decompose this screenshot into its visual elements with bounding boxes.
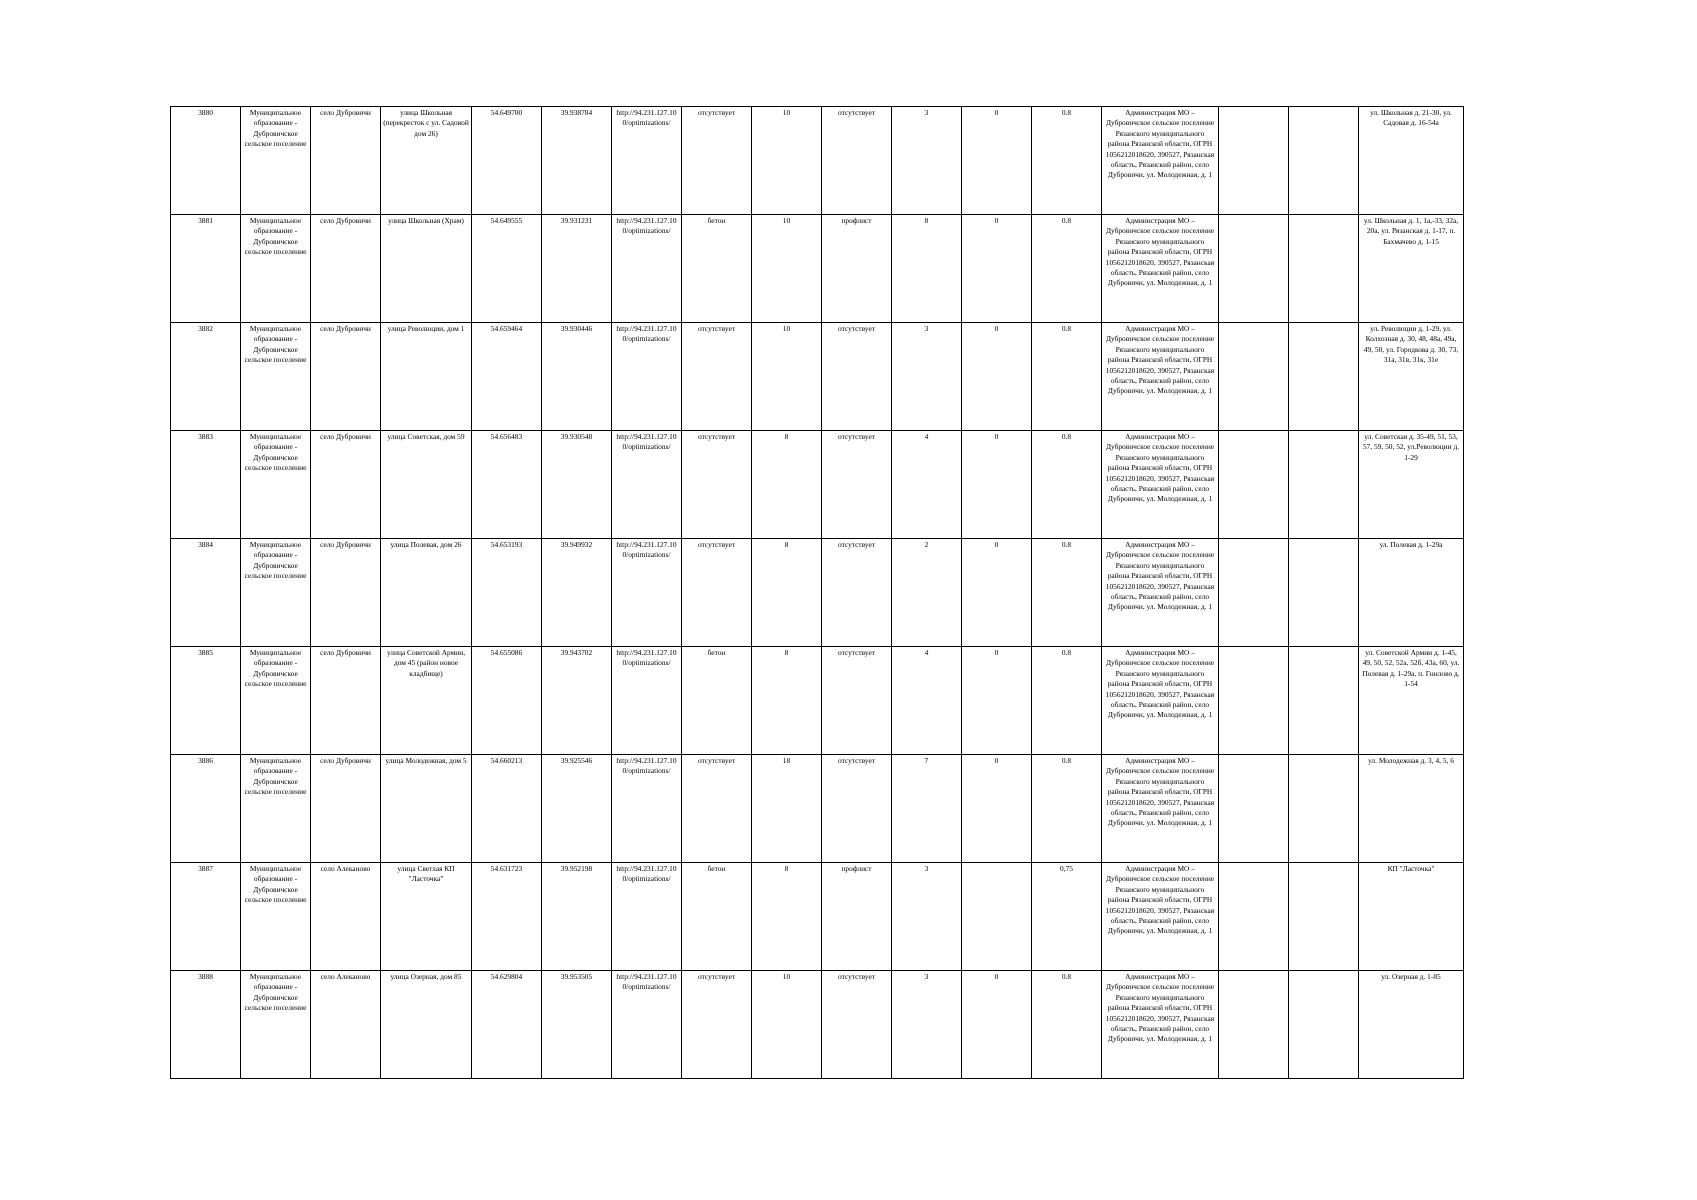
cell-link: http://94.231.127.10 0/optimizations/ (612, 647, 682, 755)
cell-settlement: село Алеканово (311, 971, 381, 1079)
cell-planned (962, 863, 1032, 971)
cell-number: 3885 (171, 647, 241, 755)
cell-municipality: Муниципальное образование - Дубровичское сельское поселение (241, 215, 311, 323)
cell-link: http://94.231.127.10 0/optimizations/ (612, 431, 682, 539)
cell-number: 3886 (171, 755, 241, 863)
cell-surface: отсутствует (682, 539, 752, 647)
cell-owner: Администрация МО – Дубровичское сельское поселение Рязанского муниципального района Рязанской области, ОГРН 1056212018620, 390527, Рязанская область, Рязанский район, село Дубровичи, ул. Молодежная, д. 1 (1102, 431, 1219, 539)
cell-address: улица Революции, дом 1 (381, 323, 472, 431)
cell-extra-2 (1289, 323, 1359, 431)
cell-extra-2 (1289, 107, 1359, 215)
table-row (171, 215, 1464, 323)
cell-link: http://94.231.127.10 0/optimizations/ (612, 323, 682, 431)
cell-surface: бетон (682, 215, 752, 323)
cell-volume: 0.8 (1032, 431, 1102, 539)
cell-planned: 0 (962, 971, 1032, 1079)
cell-area: 8 (752, 863, 822, 971)
cell-extra-2 (1289, 755, 1359, 863)
cell-address: улица Полевая, дом 26 (381, 539, 472, 647)
cell-extra-1 (1219, 971, 1289, 1079)
cell-containers: 7 (892, 755, 962, 863)
cell-address: улица Советская, дом 59 (381, 431, 472, 539)
cell-volume: 0.8 (1032, 323, 1102, 431)
cell-address: улица Школьная (перекресток с ул. Садовой дом 26) (381, 107, 472, 215)
cell-latitude: 54.649555 (472, 215, 542, 323)
cell-sources: ул. Полевая д. 1-29а (1359, 539, 1464, 647)
cell-municipality: Муниципальное образование - Дубровичское сельское поселение (241, 971, 311, 1079)
cell-longitude: 39.953505 (542, 971, 612, 1079)
cell-area: 10 (752, 323, 822, 431)
cell-owner: Администрация МО – Дубровичское сельское поселение Рязанского муниципального района Рязанской области, ОГРН 1056212018620, 390527, Рязанская область, Рязанский район, село Дубровичи, ул. Молодежная, д. 1 (1102, 755, 1219, 863)
cell-planned: 0 (962, 107, 1032, 215)
cell-settlement: село Дубровичи (311, 323, 381, 431)
cell-surface: бетон (682, 647, 752, 755)
cell-latitude: 54.653193 (472, 539, 542, 647)
cell-owner: Администрация МО – Дубровичское сельское поселение Рязанского муниципального района Рязанской области, ОГРН 1056212018620, 390527, Рязанская область, Рязанский район, село Дубровичи, ул. Молодежная, д. 1 (1102, 215, 1219, 323)
cell-number: 3881 (171, 215, 241, 323)
cell-owner: Администрация МО – Дубровичское сельское поселение Рязанского муниципального района Рязанской области, ОГРН 1056212018620, 390527, Рязанская область, Рязанский район, село Дубровичи, ул. Молодежная, д. 1 (1102, 107, 1219, 215)
cell-latitude: 54.649700 (472, 107, 542, 215)
cell-fence: отсутствует (822, 539, 892, 647)
cell-longitude: 39.938784 (542, 107, 612, 215)
table-row (171, 107, 1464, 215)
cell-longitude: 39.943702 (542, 647, 612, 755)
cell-surface: отсутствует (682, 323, 752, 431)
cell-owner: Администрация МО – Дубровичское сельское поселение Рязанского муниципального района Рязанской области, ОГРН 1056212018620, 390527, Рязанская область, Рязанский район, село Дубровичи, ул. Молодежная, д. 1 (1102, 863, 1219, 971)
cell-extra-1 (1219, 863, 1289, 971)
cell-containers: 3 (892, 323, 962, 431)
table-row (171, 431, 1464, 539)
cell-volume: 0.8 (1032, 107, 1102, 215)
cell-link: http://94.231.127.10 0/optimizations/ (612, 215, 682, 323)
cell-extra-2 (1289, 863, 1359, 971)
cell-extra-2 (1289, 431, 1359, 539)
cell-containers: 4 (892, 431, 962, 539)
cell-settlement: село Дубровичи (311, 539, 381, 647)
cell-area: 10 (752, 971, 822, 1079)
cell-number: 3884 (171, 539, 241, 647)
cell-owner: Администрация МО – Дубровичское сельское поселение Рязанского муниципального района Рязанской области, ОГРН 1056212018620, 390527, Рязанская область, Рязанский район, село Дубровичи, ул. Молодежная, д. 1 (1102, 539, 1219, 647)
cell-area: 10 (752, 107, 822, 215)
cell-extra-1 (1219, 107, 1289, 215)
cell-longitude: 39.930548 (542, 431, 612, 539)
cell-number: 3882 (171, 323, 241, 431)
table-row (171, 863, 1464, 971)
cell-volume: 0.8 (1032, 539, 1102, 647)
cell-link: http://94.231.127.10 0/optimizations/ (612, 755, 682, 863)
table-row (171, 647, 1464, 755)
cell-longitude: 39.925546 (542, 755, 612, 863)
cell-owner: Администрация МО – Дубровичское сельское поселение Рязанского муниципального района Рязанской области, ОГРН 1056212018620, 390527, Рязанская область, Рязанский район, село Дубровичи, ул. Молодежная, д. 1 (1102, 647, 1219, 755)
cell-municipality: Муниципальное образование - Дубровичское сельское поселение (241, 539, 311, 647)
cell-area: 8 (752, 647, 822, 755)
cell-planned: 0 (962, 539, 1032, 647)
cell-volume: 0.8 (1032, 971, 1102, 1079)
cell-planned: 0 (962, 215, 1032, 323)
cell-number: 3887 (171, 863, 241, 971)
cell-latitude: 54.629804 (472, 971, 542, 1079)
cell-latitude: 54.655086 (472, 647, 542, 755)
cell-containers: 8 (892, 215, 962, 323)
cell-link: http://94.231.127.10 0/optimizations/ (612, 863, 682, 971)
cell-surface: отсутствует (682, 755, 752, 863)
cell-number: 3880 (171, 107, 241, 215)
cell-latitude: 54.656483 (472, 431, 542, 539)
cell-address: улица Озерная, дом 85 (381, 971, 472, 1079)
cell-extra-1 (1219, 755, 1289, 863)
cell-extra-1 (1219, 215, 1289, 323)
cell-containers: 2 (892, 539, 962, 647)
table-body (171, 107, 1464, 1079)
cell-containers: 4 (892, 647, 962, 755)
cell-address: улица Светлая КП "Ласточка" (381, 863, 472, 971)
cell-surface: отсутствует (682, 431, 752, 539)
cell-planned: 0 (962, 647, 1032, 755)
document-page (170, 106, 1460, 1079)
cell-settlement: село Дубровичи (311, 755, 381, 863)
cell-latitude: 54.659464 (472, 323, 542, 431)
cell-address: улица Советской Армии, дом 45 (район новое кладбище) (381, 647, 472, 755)
cell-surface: отсутствует (682, 107, 752, 215)
cell-number: 3888 (171, 971, 241, 1079)
cell-number: 3883 (171, 431, 241, 539)
cell-municipality: Муниципальное образование - Дубровичское сельское поселение (241, 647, 311, 755)
waste-site-registry-table (170, 106, 1464, 1079)
cell-longitude: 39.931231 (542, 215, 612, 323)
cell-link: http://94.231.127.10 0/optimizations/ (612, 107, 682, 215)
cell-sources: ул. Советской Армии д. 1-45, 49, 50, 52, 52а, 52б, 43а, 60, ул. Полевая д. 1-29а, п. Гнилово д. 1-54 (1359, 647, 1464, 755)
cell-municipality: Муниципальное образование - Дубровичское сельское поселение (241, 107, 311, 215)
cell-longitude: 39.949932 (542, 539, 612, 647)
table-row (171, 323, 1464, 431)
cell-latitude: 54.660213 (472, 755, 542, 863)
cell-settlement: село Дубровичи (311, 431, 381, 539)
cell-settlement: село Дубровичи (311, 647, 381, 755)
cell-volume: 0.8 (1032, 755, 1102, 863)
cell-containers: 3 (892, 863, 962, 971)
cell-planned: 0 (962, 755, 1032, 863)
cell-municipality: Муниципальное образование - Дубровичское сельское поселение (241, 755, 311, 863)
cell-volume: 0.8 (1032, 647, 1102, 755)
cell-municipality: Муниципальное образование - Дубровичское сельское поселение (241, 863, 311, 971)
cell-fence: отсутствует (822, 647, 892, 755)
cell-sources: КП "Ласточка" (1359, 863, 1464, 971)
cell-surface: отсутствует (682, 971, 752, 1079)
cell-extra-1 (1219, 323, 1289, 431)
cell-extra-1 (1219, 647, 1289, 755)
cell-area: 10 (752, 215, 822, 323)
cell-area: 8 (752, 539, 822, 647)
cell-municipality: Муниципальное образование - Дубровичское сельское поселение (241, 431, 311, 539)
cell-address: улица Молодежная, дом 5 (381, 755, 472, 863)
table-row (171, 755, 1464, 863)
cell-municipality: Муниципальное образование - Дубровичское сельское поселение (241, 323, 311, 431)
cell-area: 18 (752, 755, 822, 863)
cell-extra-1 (1219, 431, 1289, 539)
cell-volume: 0.8 (1032, 215, 1102, 323)
cell-fence: отсутствует (822, 755, 892, 863)
table-row (171, 539, 1464, 647)
cell-sources: ул. Революции д. 1-29, ул. Колхозная д. 30, 48, 48а, 49а, 49, 50, ул. Городкова д. 30, 73, 31а, 31в, 31к, 31е (1359, 323, 1464, 431)
cell-sources: ул. Озерная д. 1-85 (1359, 971, 1464, 1079)
cell-fence: профлист (822, 863, 892, 971)
cell-fence: профлист (822, 215, 892, 323)
cell-owner: Администрация МО – Дубровичское сельское поселение Рязанского муниципального района Рязанской области, ОГРН 1056212018620, 390527, Рязанская область, Рязанский район, село Дубровичи, ул. Молодежная, д. 1 (1102, 971, 1219, 1079)
cell-extra-1 (1219, 539, 1289, 647)
cell-fence: отсутствует (822, 107, 892, 215)
cell-link: http://94.231.127.10 0/optimizations/ (612, 971, 682, 1079)
cell-containers: 3 (892, 971, 962, 1079)
cell-containers: 3 (892, 107, 962, 215)
cell-settlement: село Алеканово (311, 863, 381, 971)
cell-sources: ул. Молодежная д. 3, 4, 5, 6 (1359, 755, 1464, 863)
cell-sources: ул. Школьная д. 1, 1а,-33, 32а, 20а, ул. Рязанская д. 1-17, п. Бахмачево д. 1-15 (1359, 215, 1464, 323)
cell-settlement: село Дубровичи (311, 215, 381, 323)
cell-extra-2 (1289, 215, 1359, 323)
cell-volume: 0,75 (1032, 863, 1102, 971)
cell-link: http://94.231.127.10 0/optimizations/ (612, 539, 682, 647)
cell-sources: ул. Советская д. 35-49, 51, 53, 57, 59, 50, 52, ул.Революции д. 1-29 (1359, 431, 1464, 539)
cell-longitude: 39.930446 (542, 323, 612, 431)
cell-owner: Администрация МО – Дубровичское сельское поселение Рязанского муниципального района Рязанской области, ОГРН 1056212018620, 390527, Рязанская область, Рязанский район, село Дубровичи, ул. Молодежная, д. 1 (1102, 323, 1219, 431)
table-row (171, 971, 1464, 1079)
cell-settlement: село Дубровичи (311, 107, 381, 215)
cell-fence: отсутствует (822, 431, 892, 539)
cell-latitude: 54.631723 (472, 863, 542, 971)
cell-planned: 0 (962, 431, 1032, 539)
cell-extra-2 (1289, 971, 1359, 1079)
cell-surface: бетон (682, 863, 752, 971)
cell-extra-2 (1289, 539, 1359, 647)
cell-fence: отсутствует (822, 323, 892, 431)
cell-area: 8 (752, 431, 822, 539)
cell-address: улица Школьная (Храм) (381, 215, 472, 323)
cell-fence: отсутствует (822, 971, 892, 1079)
cell-sources: ул. Школьная д. 21-30, ул. Садовая д. 16-54а (1359, 107, 1464, 215)
cell-extra-2 (1289, 647, 1359, 755)
cell-longitude: 39.952198 (542, 863, 612, 971)
cell-planned: 0 (962, 323, 1032, 431)
